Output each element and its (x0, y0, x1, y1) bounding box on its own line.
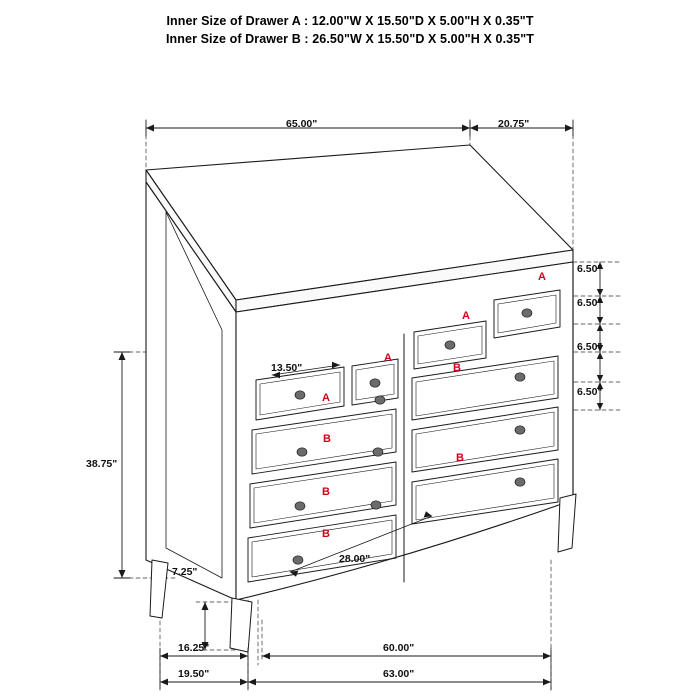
dim-right-1: 6.50" (577, 263, 603, 275)
drawer-label-b2: B (323, 433, 331, 445)
dim-base-width: 63.00" (383, 668, 415, 680)
dim-leg-height: 7.25" (172, 566, 198, 578)
dim-right-4: 6.50" (577, 386, 603, 398)
drawer-label-b4: B (322, 486, 330, 498)
drawer-label-b1: B (453, 362, 461, 374)
dim-drawer-wide-width: 28.00" (339, 553, 371, 565)
dim-right-2: 6.50" (577, 297, 603, 309)
dim-top-width: 65.00" (286, 118, 318, 130)
drawer-label-a4: A (322, 392, 330, 404)
drawer-label-a1: A (538, 271, 546, 283)
header-line-2: Inner Size of Drawer B : 26.50"W X 15.50"D X 5.00"H X 0.35"T (165, 32, 535, 46)
drawer-label-a2: A (462, 310, 470, 322)
drawer-label-b5: B (322, 528, 330, 540)
dim-drawer-small-width: 13.50" (271, 362, 303, 374)
dim-right-3: 6.50" (577, 341, 603, 353)
dim-height: 38.75" (86, 458, 118, 470)
dim-base-depth: 19.50" (178, 668, 210, 680)
dim-top-depth: 20.75" (498, 118, 530, 130)
dim-side-depth: 16.25" (178, 642, 210, 654)
dim-front-inner-width: 60.00" (383, 642, 415, 654)
drawer-label-a3: A (384, 352, 392, 364)
drawer-label-b3: B (456, 452, 464, 464)
header-line-1: Inner Size of Drawer A : 12.00"W X 15.50"D X 5.00"H X 0.35"T (166, 14, 534, 28)
